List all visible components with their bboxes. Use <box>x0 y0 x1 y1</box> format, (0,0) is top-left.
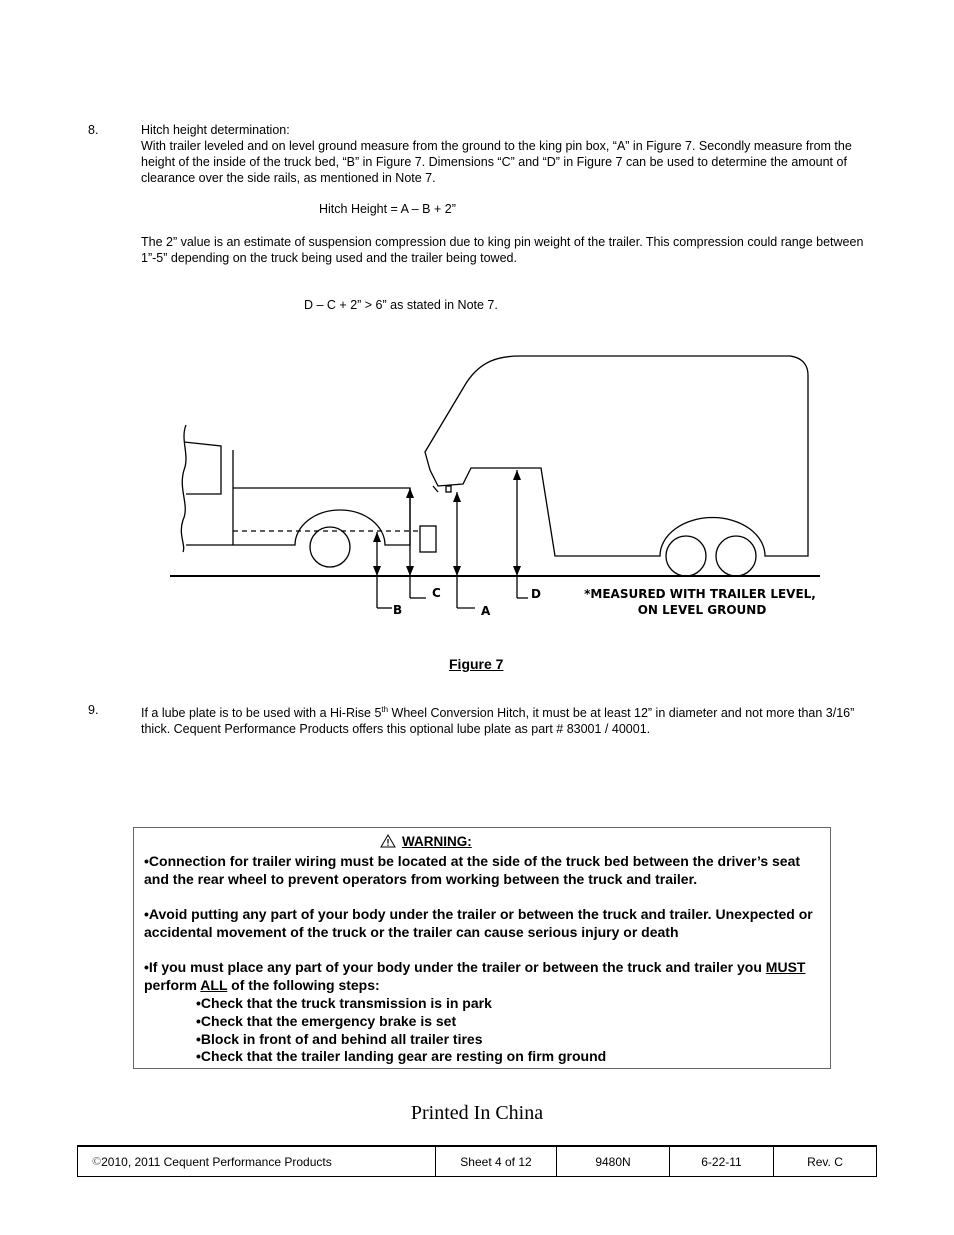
label-b: B <box>393 603 403 617</box>
hitch-block <box>420 526 436 552</box>
warning-triangle-icon <box>380 834 396 848</box>
warning-title: WARNING: <box>402 834 472 849</box>
copyright-symbol: © <box>92 1154 102 1168</box>
footer-date: 6-22-11 <box>670 1147 774 1176</box>
step-9-number: 9. <box>88 703 99 717</box>
hitch-height-formula: Hitch Height = A – B + 2” <box>319 202 456 216</box>
warning-step-3: •Block in front of and behind all trailer tires <box>196 1031 483 1047</box>
footer-revision: Rev. C <box>807 1154 843 1169</box>
label-c: C <box>432 586 441 600</box>
footer-copyright-text: 2010, 2011 Cequent Performance Products <box>101 1154 332 1169</box>
step-9-text-a: If a lube plate is to be used with a Hi-Rise 5 <box>141 706 382 721</box>
warning-bullet-1: •Connection for trailer wiring must be located at the side of the truck bed between the driver’s seat and the rear wheel to prevent operators from working between the truck and trailer. <box>144 853 801 887</box>
step-8-body: With trailer leveled and on level ground measure from the ground to the king pin box, “A” in Figure 7. Secondly measure from the height of the inside of the truck bed, “B” in Figure 7. Dimensions “C” and “D” in Figure 7 can be used to determine the amount of clearance over the side rails, as mentioned in Note 7. <box>141 139 852 185</box>
truck-cab-edge <box>181 425 186 552</box>
warning-bullet-2: •Avoid putting any part of your body under the trailer or between the truck and trailer. Unexpected or accidental movement of the truck or the trailer can cause serious injury or death <box>144 906 813 940</box>
step-9-text <box>141 702 861 737</box>
warning-all: ALL <box>200 977 228 993</box>
warning-step-2: •Check that the emergency brake is set <box>196 1013 457 1029</box>
footer-copyright <box>78 1147 436 1176</box>
step-8-heading: Hitch height determination: <box>141 123 290 137</box>
king-pin <box>446 486 451 492</box>
truck-wheel <box>310 527 350 567</box>
footer-part-number: 9480N <box>557 1147 670 1176</box>
label-a: A <box>481 604 491 618</box>
warning-bullet-3 <box>144 958 824 994</box>
warning-must: MUST <box>765 959 806 975</box>
trailer-body <box>425 356 808 556</box>
trailer-wheel-front <box>666 536 706 576</box>
warning-bullet-3-end: of the following steps: <box>227 977 380 993</box>
clearance-formula: D – C + 2” > 6” as stated in Note 7. <box>304 298 498 312</box>
warning-step-4: •Check that the trailer landing gear are resting on firm ground <box>196 1048 607 1064</box>
truck-bed <box>233 488 410 545</box>
warning-box <box>133 827 831 1069</box>
figure-caption: Figure 7 <box>449 656 504 672</box>
warning-title-row <box>380 834 472 849</box>
measure-note-line2: ON LEVEL GROUND <box>637 603 767 617</box>
trailer-wheel-rear <box>716 536 756 576</box>
label-d: D <box>531 587 541 601</box>
step-8-number: 8. <box>88 123 99 137</box>
footer-table <box>77 1145 877 1177</box>
warning-step-1: •Check that the truck transmission is in park <box>196 995 492 1011</box>
footer-sheet: Sheet 4 of 12 <box>436 1147 557 1176</box>
warning-bullet-3-mid: perform <box>144 977 201 993</box>
warning-bullet-3-start: •If you must place any part of your body under the trailer or between the truck and trailer you <box>144 959 766 975</box>
step-9-text-b: Wheel Conversion Hitch, it must be at least 12” in diameter and not more than 3/16” thick. Cequent Performance Products offers this optional lube plate as part # 83001 / 40001. <box>141 706 855 737</box>
step-9-sup: th <box>381 705 389 714</box>
truck-window <box>184 442 221 494</box>
printed-in-china: Printed In China <box>410 1102 544 1124</box>
compression-note: The 2” value is an estimate of suspension compression due to king pin weight of the trailer. This compression could range between 1”-5” depending on the truck being used and the trailer being towed. <box>141 235 864 265</box>
measure-note-line1: *MEASURED WITH TRAILER LEVEL, <box>584 587 816 601</box>
